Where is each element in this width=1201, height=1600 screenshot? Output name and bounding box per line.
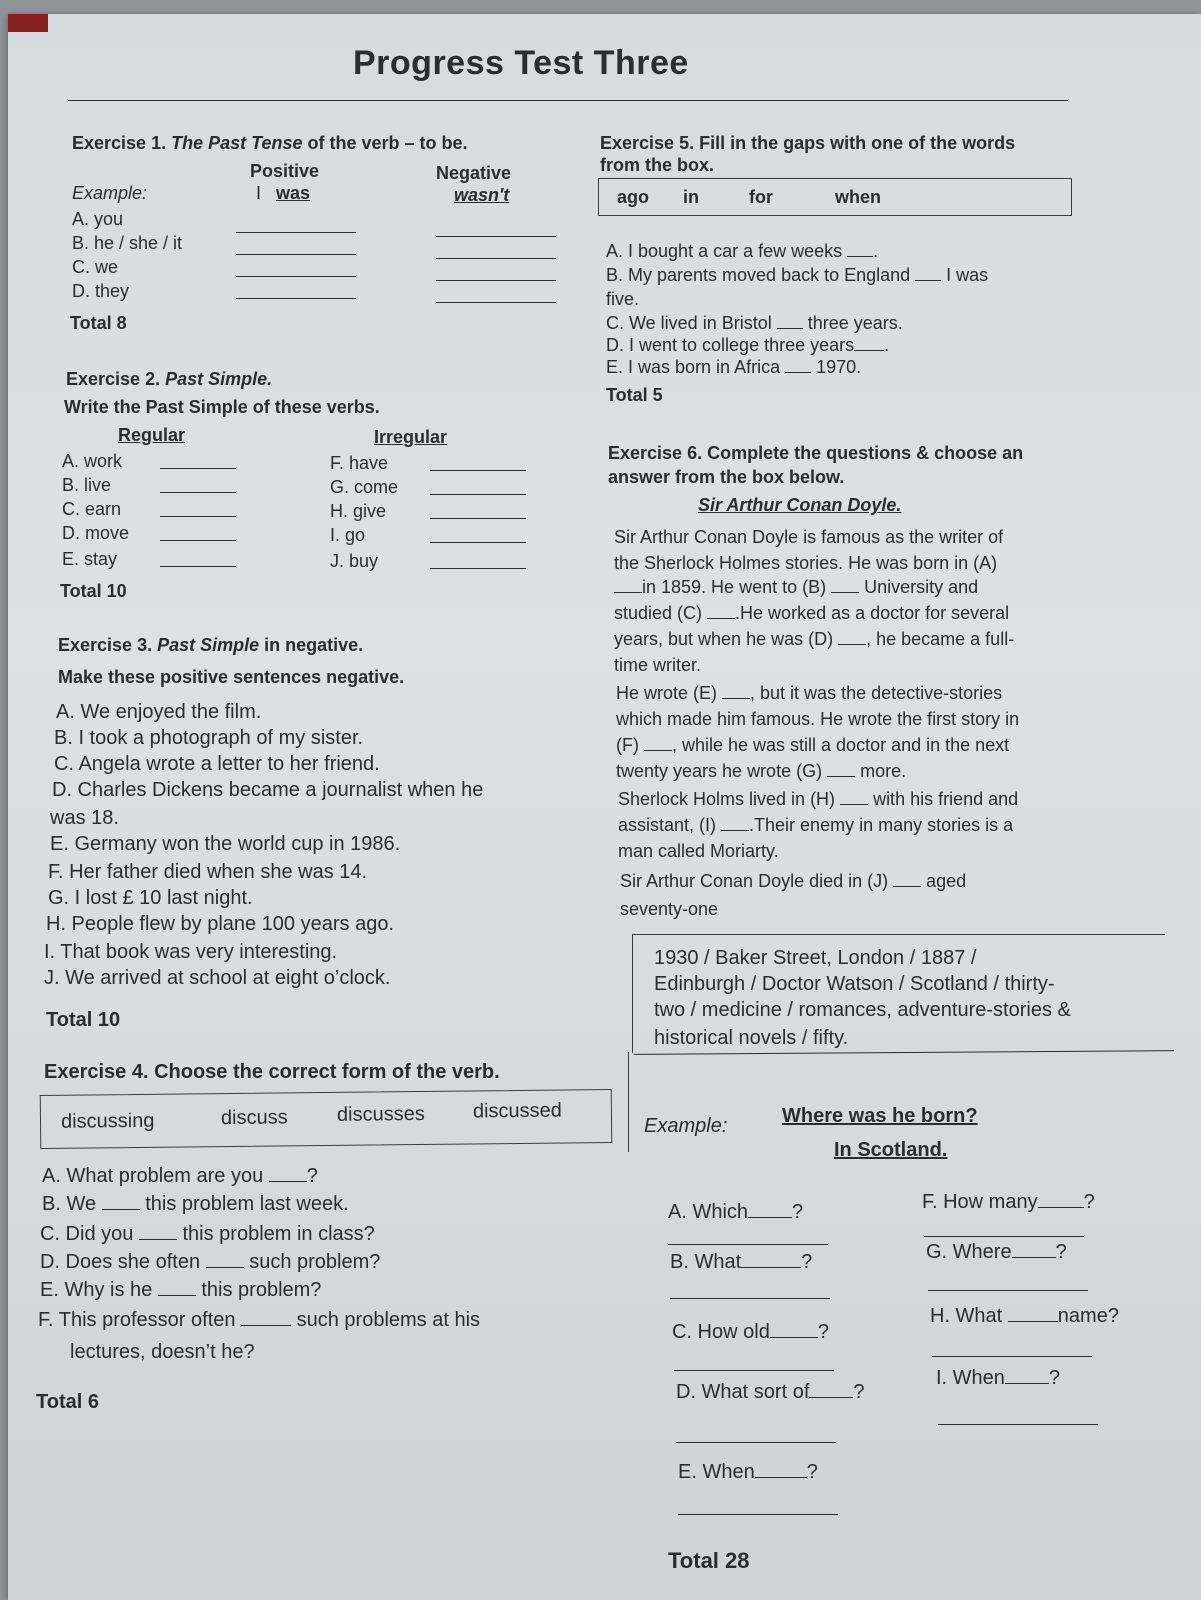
ex6-question-a-pre: A. Which	[668, 1201, 749, 1223]
ex2-blank-g[interactable]	[430, 494, 526, 495]
regular-header: Regular	[118, 425, 186, 445]
exercise-5-title-2: from the box.	[600, 155, 715, 175]
story-text-fragment: time writer.	[614, 655, 702, 675]
ex3-sentence-f: F. Her father died when she was 14.	[48, 861, 368, 883]
story-line	[620, 898, 718, 920]
ex6-question-a	[668, 1200, 803, 1225]
ex2-blank-d[interactable]	[160, 540, 236, 541]
ex6-answer-line-a[interactable]	[668, 1244, 828, 1245]
ex3-sentence-a: A. We enjoyed the film.	[56, 701, 262, 723]
ex5-item-e	[606, 356, 861, 378]
story-text-fragment: assistant, (I)	[618, 815, 722, 835]
ex1-blank-d-negative[interactable]	[436, 302, 556, 303]
ex4-item-b-post: this problem last week.	[139, 1193, 349, 1215]
story-text-fragment: (F)	[616, 735, 644, 755]
ex4-blank-d[interactable]	[206, 1251, 244, 1268]
exercise-2-italic: Past Simple.	[165, 369, 273, 389]
ex5-item-d	[606, 334, 889, 356]
ex2-regular-d: D. move	[62, 523, 130, 543]
ex3-sentence-g: G. I lost £ 10 last night.	[48, 887, 253, 909]
ex4-total: Total 6	[36, 1391, 99, 1413]
ex6-answer-line-g[interactable]	[928, 1290, 1088, 1291]
ex2-blank-b[interactable]	[160, 492, 236, 493]
ex5-item-d-post: .	[884, 335, 890, 355]
story-line	[616, 734, 1009, 756]
ex5-blank-a[interactable]	[847, 240, 873, 257]
ex1-blank-d-positive[interactable]	[236, 298, 356, 299]
ex3-sentence-j: J. We arrived at school at eight o’clock.	[44, 967, 391, 989]
exercise-3-prefix: Exercise 3.	[58, 635, 158, 655]
ex6-question-d	[676, 1380, 865, 1405]
ex2-blank-h[interactable]	[430, 518, 526, 519]
ex6-question-h	[930, 1304, 1119, 1329]
ex6-answer-line-h[interactable]	[932, 1356, 1092, 1357]
negative-header: Negative	[436, 163, 512, 183]
ex4-item-c	[40, 1222, 375, 1247]
ex5-word-box	[598, 178, 1072, 216]
exercise-3-instruction: Make these positive sentences negative.	[58, 667, 405, 687]
ex6-question-d-pre: D. What sort of	[676, 1381, 810, 1403]
story-text-fragment: in 1859. He went to (B)	[642, 577, 832, 597]
ex6-blank-h[interactable]	[1008, 1305, 1058, 1322]
ex5-item-b-pre: B. My parents moved back to England	[606, 265, 916, 285]
ex4-item-a	[42, 1164, 318, 1189]
ex4-item-c-pre: C. Did you	[40, 1223, 139, 1245]
ex4-item-d-post: such problem?	[243, 1251, 381, 1273]
ex5-item-a-post: .	[873, 241, 879, 261]
story-line	[620, 870, 966, 892]
story-text-fragment: .Their enemy in many stories is a	[749, 815, 1014, 835]
ex6-question-b-post: ?	[801, 1251, 813, 1273]
ex5-word-for: for	[749, 187, 773, 207]
ex4-word-box	[40, 1089, 613, 1149]
ex3-sentence-d-cont: was 18.	[50, 807, 119, 829]
story-line	[614, 654, 701, 676]
story-blank[interactable]	[893, 870, 921, 887]
story-text-fragment: , while he was still a doctor and in the next	[671, 735, 1010, 755]
column-divider	[628, 1052, 629, 1152]
ex1-row-d: D. they	[72, 281, 130, 301]
ex4-item-f-pre: F. This professor often	[38, 1309, 242, 1331]
answer-box-line-3: two / medicine / romances, adventure-stories &	[654, 999, 1071, 1021]
ex6-question-e-post: ?	[806, 1461, 818, 1483]
ex3-sentence-c: C. Angela wrote a letter to her friend.	[54, 753, 380, 775]
ex1-blank-a-negative[interactable]	[436, 236, 556, 237]
story-line	[614, 526, 1003, 548]
story-line	[614, 552, 997, 574]
story-line	[618, 788, 1018, 810]
ex6-answer-line-i[interactable]	[938, 1424, 1098, 1425]
example-negative: wasn't	[454, 185, 510, 205]
story-text-fragment: the Sherlock Holmes stories. He was born in (A)	[614, 553, 998, 573]
positive-header: Positive	[250, 161, 320, 181]
story-line	[616, 708, 1019, 730]
story-line	[618, 814, 1013, 836]
ex6-blank-g[interactable]	[1012, 1241, 1056, 1258]
ex5-item-e-pre: E. I was born in Africa	[606, 357, 786, 377]
story-line	[614, 576, 978, 598]
ex4-item-e-pre: E. Why is he	[40, 1279, 158, 1301]
ex6-question-h-pre: H. What	[930, 1305, 1008, 1327]
example-positive: was	[276, 183, 311, 203]
ex6-question-c	[672, 1320, 829, 1345]
ex6-answer-line-d[interactable]	[676, 1442, 836, 1443]
ex2-regular-e: E. stay	[62, 549, 118, 569]
ex2-blank-i[interactable]	[430, 542, 526, 543]
ex3-sentence-b: B. I took a photograph of my sister.	[54, 727, 364, 749]
ex2-regular-b: B. live	[62, 475, 112, 495]
story-blank[interactable]	[614, 576, 642, 593]
answer-box-line-2: Edinburgh / Doctor Watson / Scotland / thirty-	[654, 973, 1055, 995]
exercise-1-prefix: Exercise 1.	[72, 133, 172, 153]
ex4-item-a-pre: A. What problem are you	[42, 1165, 269, 1187]
ex2-blank-c[interactable]	[160, 516, 236, 517]
ex6-blank-f[interactable]	[1038, 1191, 1084, 1208]
ex3-sentence-i: I. That book was very interesting.	[44, 941, 338, 963]
ex1-row-a: A. you	[72, 209, 124, 229]
story-blank[interactable]	[722, 682, 750, 699]
ex3-sentence-e: E. Germany won the world cup in 1986.	[50, 833, 401, 855]
story-text-fragment: , but it was the detective-stories	[750, 683, 1003, 703]
ex6-question-f-pre: F. How many	[922, 1191, 1038, 1213]
page-title: Progress Test Three	[353, 44, 689, 82]
ex3-sentence-d: D. Charles Dickens became a journalist when he	[52, 779, 484, 801]
story-text-fragment: which made him famous. He wrote the first story in	[616, 709, 1020, 729]
exercise-1-suffix: of the verb – to be.	[302, 133, 468, 153]
story-text-fragment: aged	[921, 871, 967, 891]
story-text-fragment: Sherlock Holms lived in (H)	[618, 789, 841, 809]
ex6-question-c-post: ?	[817, 1321, 829, 1343]
ex2-total: Total 10	[60, 581, 127, 601]
answer-box-line-4: historical novels / fifty.	[654, 1027, 849, 1049]
ex5-blank-b[interactable]	[915, 264, 941, 281]
ex6-total: Total 28	[668, 1548, 750, 1573]
story-blank[interactable]	[707, 602, 735, 619]
ex2-blank-f[interactable]	[430, 470, 526, 471]
ex2-blank-a[interactable]	[160, 468, 236, 469]
ex4-item-f-cont: lectures, doesn’t he?	[70, 1341, 255, 1363]
story-text-fragment: with his friend and	[868, 789, 1019, 809]
exercise-6-title-2: answer from the box below.	[608, 467, 845, 487]
ex4-item-b	[42, 1192, 349, 1217]
story-text-fragment: , he became a full-	[866, 629, 1015, 649]
exercise-5-title-1: Exercise 5. Fill in the gaps with one of the words	[600, 133, 1016, 153]
exercise-1-title	[72, 132, 468, 154]
example-pronoun: I	[256, 183, 262, 203]
story-blank[interactable]	[827, 760, 855, 777]
ex5-item-d-pre: D. I went to college three years	[606, 335, 855, 355]
ex5-item-b-cont: five.	[606, 289, 640, 309]
ex6-answer-line-e[interactable]	[678, 1514, 838, 1515]
story-blank[interactable]	[840, 788, 868, 805]
story-text-fragment: years, but when he was (D)	[614, 629, 839, 649]
ex6-question-c-pre: C. How old	[672, 1321, 770, 1343]
ex6-blank-e[interactable]	[755, 1461, 807, 1478]
ex2-blank-j[interactable]	[430, 568, 526, 569]
story-text-fragment: Sir Arthur Conan Doyle is famous as the writer of	[614, 527, 1004, 547]
story-text-fragment: twenty years he wrote (G)	[616, 761, 828, 781]
exercise-3-italic: Past Simple	[157, 635, 260, 655]
story-blank[interactable]	[644, 734, 672, 751]
ex2-irregular-h: H. give	[330, 501, 387, 521]
ex4-blank-e[interactable]	[158, 1279, 196, 1296]
ex4-item-f-post: such problems at his	[291, 1309, 481, 1331]
ex6-question-d-post: ?	[853, 1381, 865, 1403]
ex5-item-a	[606, 240, 878, 262]
ex4-blank-c[interactable]	[139, 1223, 177, 1240]
ex6-example-question: Where was he born?	[782, 1105, 978, 1127]
story-blank[interactable]	[831, 576, 859, 593]
ex5-blank-d[interactable]	[854, 334, 884, 351]
ex2-regular-a: A. work	[62, 451, 123, 471]
ex5-word-ago: ago	[617, 187, 650, 207]
ex5-item-a-pre: A. I bought a car a few weeks	[606, 241, 848, 261]
ex6-question-e-pre: E. When	[678, 1461, 755, 1483]
ex6-question-b-pre: B. What	[670, 1251, 742, 1273]
ex6-question-h-post: name?	[1057, 1305, 1119, 1327]
ex6-blank-a[interactable]	[748, 1201, 792, 1218]
ex2-irregular-g: G. come	[330, 477, 399, 497]
ex1-blank-c-negative[interactable]	[436, 280, 556, 281]
story-line	[614, 602, 1009, 624]
ex4-option-discussed: discussed	[472, 1099, 562, 1123]
ex4-blank-b[interactable]	[102, 1193, 140, 1210]
ex6-question-i-pre: I. When	[936, 1367, 1005, 1389]
story-blank[interactable]	[721, 814, 749, 831]
story-title: Sir Arthur Conan Doyle.	[698, 495, 902, 515]
red-corner-mark	[8, 14, 48, 32]
ex1-blank-a-positive[interactable]	[236, 232, 356, 233]
story-line	[616, 682, 1002, 704]
ex4-option-discusses: discusses	[336, 1102, 425, 1126]
irregular-header: Irregular	[374, 427, 448, 447]
ex1-blank-b-positive[interactable]	[236, 254, 356, 255]
ex2-irregular-j: J. buy	[330, 551, 379, 571]
ex4-option-discussing: discussing	[60, 1109, 155, 1133]
story-line	[616, 760, 906, 782]
ex6-question-g	[926, 1240, 1067, 1265]
story-text-fragment: University and	[859, 577, 979, 597]
ex4-item-d	[40, 1250, 380, 1275]
ex5-item-c-pre: C. We lived in Bristol	[606, 313, 777, 333]
ex5-total: Total 5	[606, 385, 663, 405]
ex5-item-c-post: three years.	[802, 313, 903, 333]
exercise-6-title-1: Exercise 6. Complete the questions & choose an	[608, 443, 1024, 463]
story-line	[614, 628, 1014, 650]
ex3-sentence-h: H. People flew by plane 100 years ago.	[46, 913, 394, 935]
ex1-row-c: C. we	[72, 257, 119, 277]
ex6-question-a-post: ?	[792, 1201, 804, 1223]
ex4-item-e	[40, 1278, 321, 1303]
story-text-fragment: man called Moriarty.	[618, 841, 779, 861]
ex6-blank-b[interactable]	[741, 1251, 801, 1268]
ex2-regular-c: C. earn	[62, 499, 122, 519]
ex5-item-b-post: I was	[941, 265, 989, 285]
title-divider	[68, 100, 1068, 101]
answer-box-line-1: 1930 / Baker Street, London / 1887 /	[654, 947, 977, 969]
ex1-row-b: B. he / she / it	[72, 233, 183, 253]
ex6-answer-line-b[interactable]	[670, 1298, 830, 1299]
ex2-irregular-i: I. go	[330, 525, 366, 545]
ex5-item-b	[606, 264, 988, 286]
ex6-blank-d[interactable]	[809, 1381, 853, 1398]
exercise-3-title	[58, 634, 363, 656]
ex1-blank-b-negative[interactable]	[436, 258, 556, 259]
ex4-item-d-pre: D. Does she often	[40, 1251, 206, 1273]
example-label: Example:	[72, 183, 148, 203]
ex6-question-f	[922, 1190, 1095, 1215]
ex6-answer-line-c[interactable]	[674, 1370, 834, 1371]
ex6-question-e	[678, 1460, 818, 1485]
ex4-blank-f[interactable]	[241, 1309, 291, 1326]
exercise-4-title: Exercise 4. Choose the correct form of the verb.	[44, 1061, 500, 1083]
story-text-fragment: studied (C)	[614, 603, 708, 623]
ex4-item-f	[38, 1308, 480, 1333]
ex6-question-i	[936, 1366, 1060, 1391]
exercise-1-italic: The Past Tense	[171, 133, 303, 153]
ex6-example-label: Example:	[644, 1115, 728, 1137]
ex4-item-c-post: this problem in class?	[176, 1223, 375, 1245]
ex4-blank-a[interactable]	[269, 1165, 307, 1182]
ex6-question-b	[670, 1250, 812, 1275]
ex4-option-discuss: discuss	[220, 1106, 288, 1130]
ex4-item-b-pre: B. We	[42, 1193, 102, 1215]
ex3-total: Total 10	[46, 1009, 121, 1031]
story-text-fragment: seventy-one	[620, 899, 719, 919]
ex2-blank-e[interactable]	[160, 566, 236, 567]
ex6-question-i-post: ?	[1048, 1367, 1061, 1389]
ex6-question-f-post: ?	[1083, 1191, 1095, 1213]
exercise-2-prefix: Exercise 2.	[66, 369, 166, 389]
story-text-fragment: Sir Arthur Conan Doyle died in (J)	[620, 871, 894, 891]
story-text-fragment: more.	[855, 761, 907, 781]
ex5-blank-c[interactable]	[777, 312, 803, 329]
exercise-2-title	[66, 368, 272, 390]
ex5-blank-e[interactable]	[785, 356, 811, 373]
ex6-question-g-post: ?	[1055, 1241, 1067, 1263]
ex5-word-in: in	[683, 187, 699, 207]
ex2-irregular-f: F. have	[330, 453, 389, 473]
story-blank[interactable]	[838, 628, 866, 645]
ex4-item-a-post: ?	[306, 1165, 318, 1187]
ex5-item-c	[606, 312, 903, 334]
exercise-3-suffix: in negative.	[259, 635, 364, 655]
ex5-word-when: when	[835, 187, 882, 207]
ex6-answer-line-f[interactable]	[924, 1236, 1084, 1237]
ex4-item-e-post: this problem?	[195, 1279, 322, 1301]
ex5-item-e-post: 1970.	[811, 357, 862, 377]
story-text-fragment: .He worked as a doctor for several	[735, 603, 1010, 623]
ex6-question-g-pre: G. Where	[926, 1241, 1012, 1263]
ex6-blank-i[interactable]	[1005, 1367, 1049, 1384]
ex1-blank-c-positive[interactable]	[236, 276, 356, 277]
ex1-total: Total 8	[70, 313, 127, 333]
ex6-example-answer: In Scotland.	[834, 1139, 948, 1161]
worksheet-page	[8, 14, 1201, 1600]
story-text-fragment: He wrote (E)	[616, 683, 723, 703]
ex6-blank-c[interactable]	[770, 1321, 818, 1338]
story-line	[618, 840, 779, 862]
exercise-2-instruction: Write the Past Simple of these verbs.	[64, 397, 380, 417]
